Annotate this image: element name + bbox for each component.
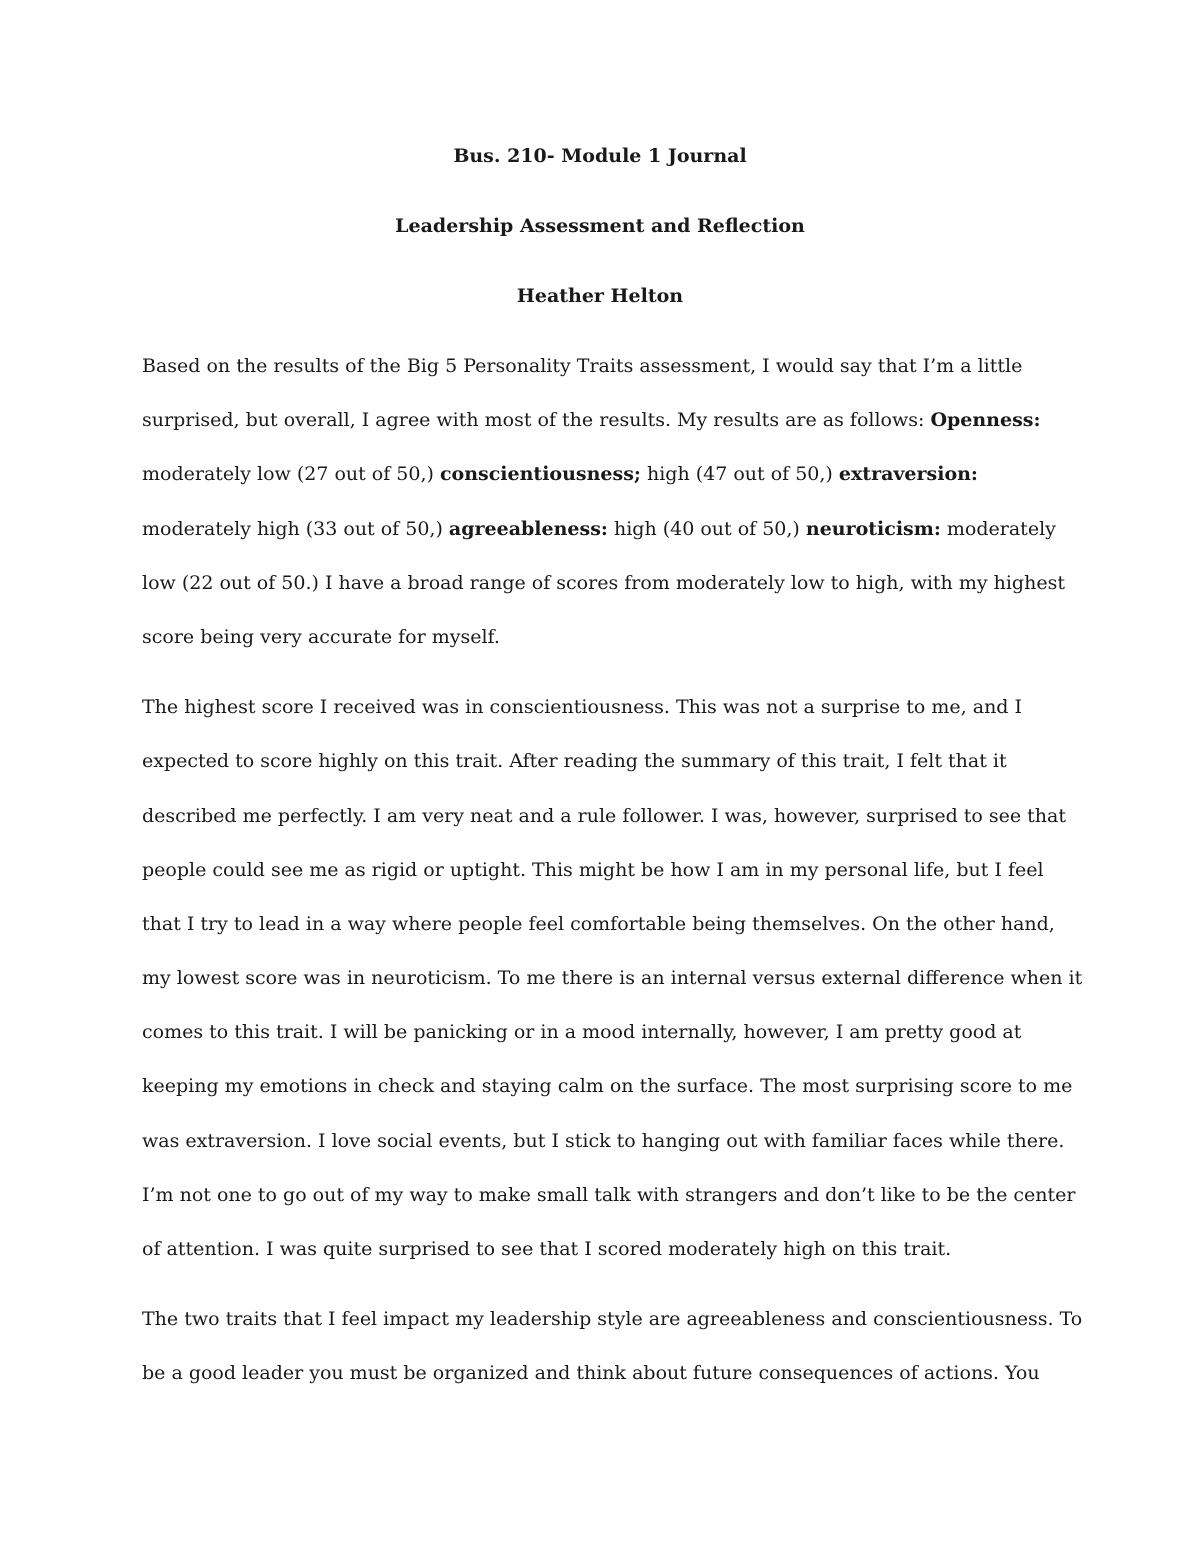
agreeableness-term: agreeableness: <box>448 517 608 540</box>
openness-term: Openness: <box>930 409 1041 432</box>
text-run: high (47 out of 50,) <box>640 463 839 486</box>
paragraph-results <box>142 346 1065 671</box>
text-line: keeping my emotions in check and staying calm on the surface. The most surprising score to me <box>142 1075 1073 1098</box>
text-line: comes to this trait. I will be panicking or in a mood internally, however, I am pretty good at <box>142 1021 1022 1044</box>
text-line: expected to score highly on this trait. After reading the summary of this trait, I felt that it <box>142 750 1007 773</box>
extraversion-term: extraversion: <box>838 463 978 486</box>
conscientiousness-term: conscientiousness; <box>439 463 641 486</box>
text-line <box>142 454 1062 508</box>
text-line: people could see me as rigid or uptight. This might be how I am in my personal life, but I feel <box>142 858 1044 881</box>
neuroticism-term: neuroticism: <box>805 517 941 540</box>
text-run: surprised, but overall, I agree with most of the results. My results are as follows: <box>142 409 931 432</box>
body-text <box>142 346 1083 1424</box>
text-line: described me perfectly. I am very neat and a rule follower. I was, however, surprised to see that <box>142 804 1066 827</box>
course-title: Bus. 210- Module 1 Journal <box>453 145 747 167</box>
paragraph-leadership-traits <box>142 1299 1083 1407</box>
text-line: that I try to lead in a way where people feel comfortable being themselves. On the other hand, <box>142 912 1055 935</box>
text-line: The highest score I received was in conscientiousness. This was not a surprise to me, and I <box>142 696 1023 719</box>
text-run: high (40 out of 50,) <box>607 517 806 540</box>
title-block <box>0 139 1200 349</box>
text-line <box>142 617 1062 671</box>
text-run: moderately low (27 out of 50,) <box>142 463 440 486</box>
text-line <box>142 509 1062 563</box>
text-line <box>142 400 1062 454</box>
text-line: I’m not one to go out of my way to make small talk with strangers and don’t like to be the center <box>142 1183 1076 1206</box>
text-run: Based on the results of the Big 5 Personality Traits assessment, I would say that I’m a little <box>142 355 1023 377</box>
text-line: be a good leader you must be organized and think about future consequences of actions. You <box>142 1362 1040 1385</box>
text-line: of attention. I was quite surprised to see that I scored moderately high on this trait. <box>142 1238 952 1260</box>
text-line: was extraversion. I love social events, but I stick to hanging out with familiar faces while there. <box>142 1129 1065 1152</box>
text-run: moderately <box>940 517 1056 540</box>
text-line <box>142 346 1062 400</box>
text-run: score being very accurate for myself. <box>142 625 500 648</box>
assignment-title: Leadership Assessment and Reflection <box>395 215 805 237</box>
text-line <box>142 563 1065 617</box>
text-line: my lowest score was in neuroticism. To me there is an internal versus external difference when it <box>142 967 1083 990</box>
author-name: Heather Helton <box>516 285 684 307</box>
text-line: The two traits that I feel impact my leadership style are agreeableness and conscientiousness. To <box>142 1308 1083 1331</box>
text-run: low (22 out of 50.) I have a broad range of scores from moderately low to high, with my highest <box>142 571 1065 594</box>
paragraph-highest-score <box>142 687 1083 1283</box>
text-run: moderately high (33 out of 50,) <box>142 517 449 540</box>
